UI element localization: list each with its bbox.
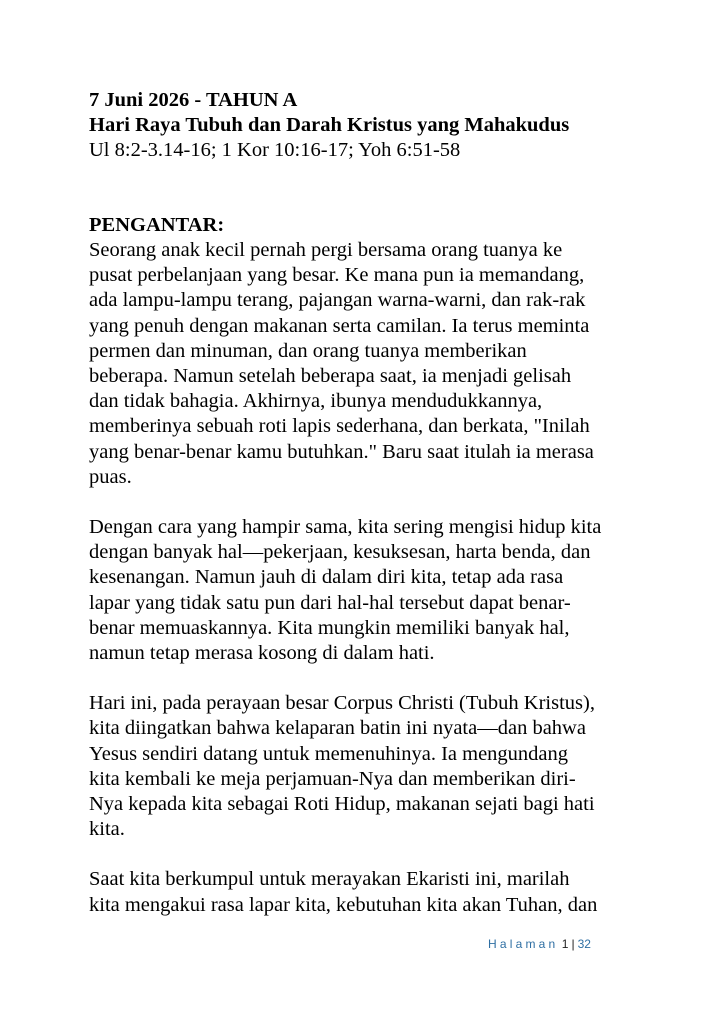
text-line: Yesus sendiri datang untuk memenuhinya. Ia mengundang [89,742,569,765]
text-line: beberapa. Namun setelah beberapa saat, ia menjadi gelisah [89,365,572,388]
section-heading: PENGANTAR: [89,214,225,236]
paragraph-3 [89,691,649,842]
text-line: memberinya sebuah roti lapis sederhana, dan berkata, "Inilah [89,415,590,438]
text-line: lapar yang tidak satu pun dari hal-hal tersebut dapat benar- [89,591,571,614]
text-line: benar memuaskannya. Kita mungkin memiliki banyak hal, [89,616,570,639]
text-line: kita kembali ke meja perjamuan-Nya dan memberikan diri- [89,767,576,790]
text-line: Seorang anak kecil pernah pergi bersama orang tuanya ke [89,239,563,261]
text-line: kita. [89,818,125,841]
scripture-readings: Ul 8:2-3.14-16; 1 Kor 10:16-17; Yoh 6:51-58 [89,139,461,161]
text-line: dan tidak bahagia. Akhirnya, ibunya mendudukkannya, [89,390,543,413]
text-line: kita mengakui rasa lapar kita, kebutuhan kita akan Tuhan, dan [89,893,598,916]
text-line: permen dan minuman, dan orang tuanya memberikan [89,339,527,362]
page-label: Halaman [488,937,559,951]
text-line: Nya kepada kita sebagai Roti Hidup, makanan sejati bagi hati [89,793,595,816]
page-total: 32 [577,937,591,951]
page-separator: | [571,937,575,951]
text-line: dengan banyak hal—pekerjaan, kesuksesan, harta benda, dan [89,541,591,564]
paragraph-4 [89,867,649,917]
body-text [89,238,649,918]
text-line: Saat kita berkumpul untuk merayakan Ekaristi ini, marilah [89,868,570,891]
date-line: 7 Juni 2026 - TAHUN A [89,89,298,111]
text-line: Dengan cara yang hampir sama, kita sering mengisi hidup kita [89,516,602,539]
text-line: puas. [89,465,132,488]
text-line: pusat perbelanjaan yang besar. Ke mana pun ia memandang, [89,264,585,287]
document-page [89,88,649,918]
text-line: Hari ini, pada perayaan besar Corpus Christi (Tubuh Kristus), [89,692,595,715]
feast-title: Hari Raya Tubuh dan Darah Kristus yang Mahakudus [89,114,570,136]
text-line: namun tetap merasa kosong di dalam hati. [89,642,435,665]
text-line: yang benar-benar kamu butuhkan." Baru saat itulah ia merasa [89,440,594,463]
page-footer [488,937,591,951]
text-line: ada lampu-lampu terang, pajangan warna-warni, dan rak-rak [89,289,586,312]
text-line: kesenangan. Namun jauh di dalam diri kita, tetap ada rasa [89,566,564,589]
page-number: 1 [561,937,569,951]
text-line: kita diingatkan bahwa kelaparan batin ini nyata—dan bahwa [89,717,586,740]
paragraph-2 [89,515,649,666]
paragraph-1 [89,238,649,490]
text-line: yang penuh dengan makanan serta camilan. Ia terus meminta [89,314,590,337]
